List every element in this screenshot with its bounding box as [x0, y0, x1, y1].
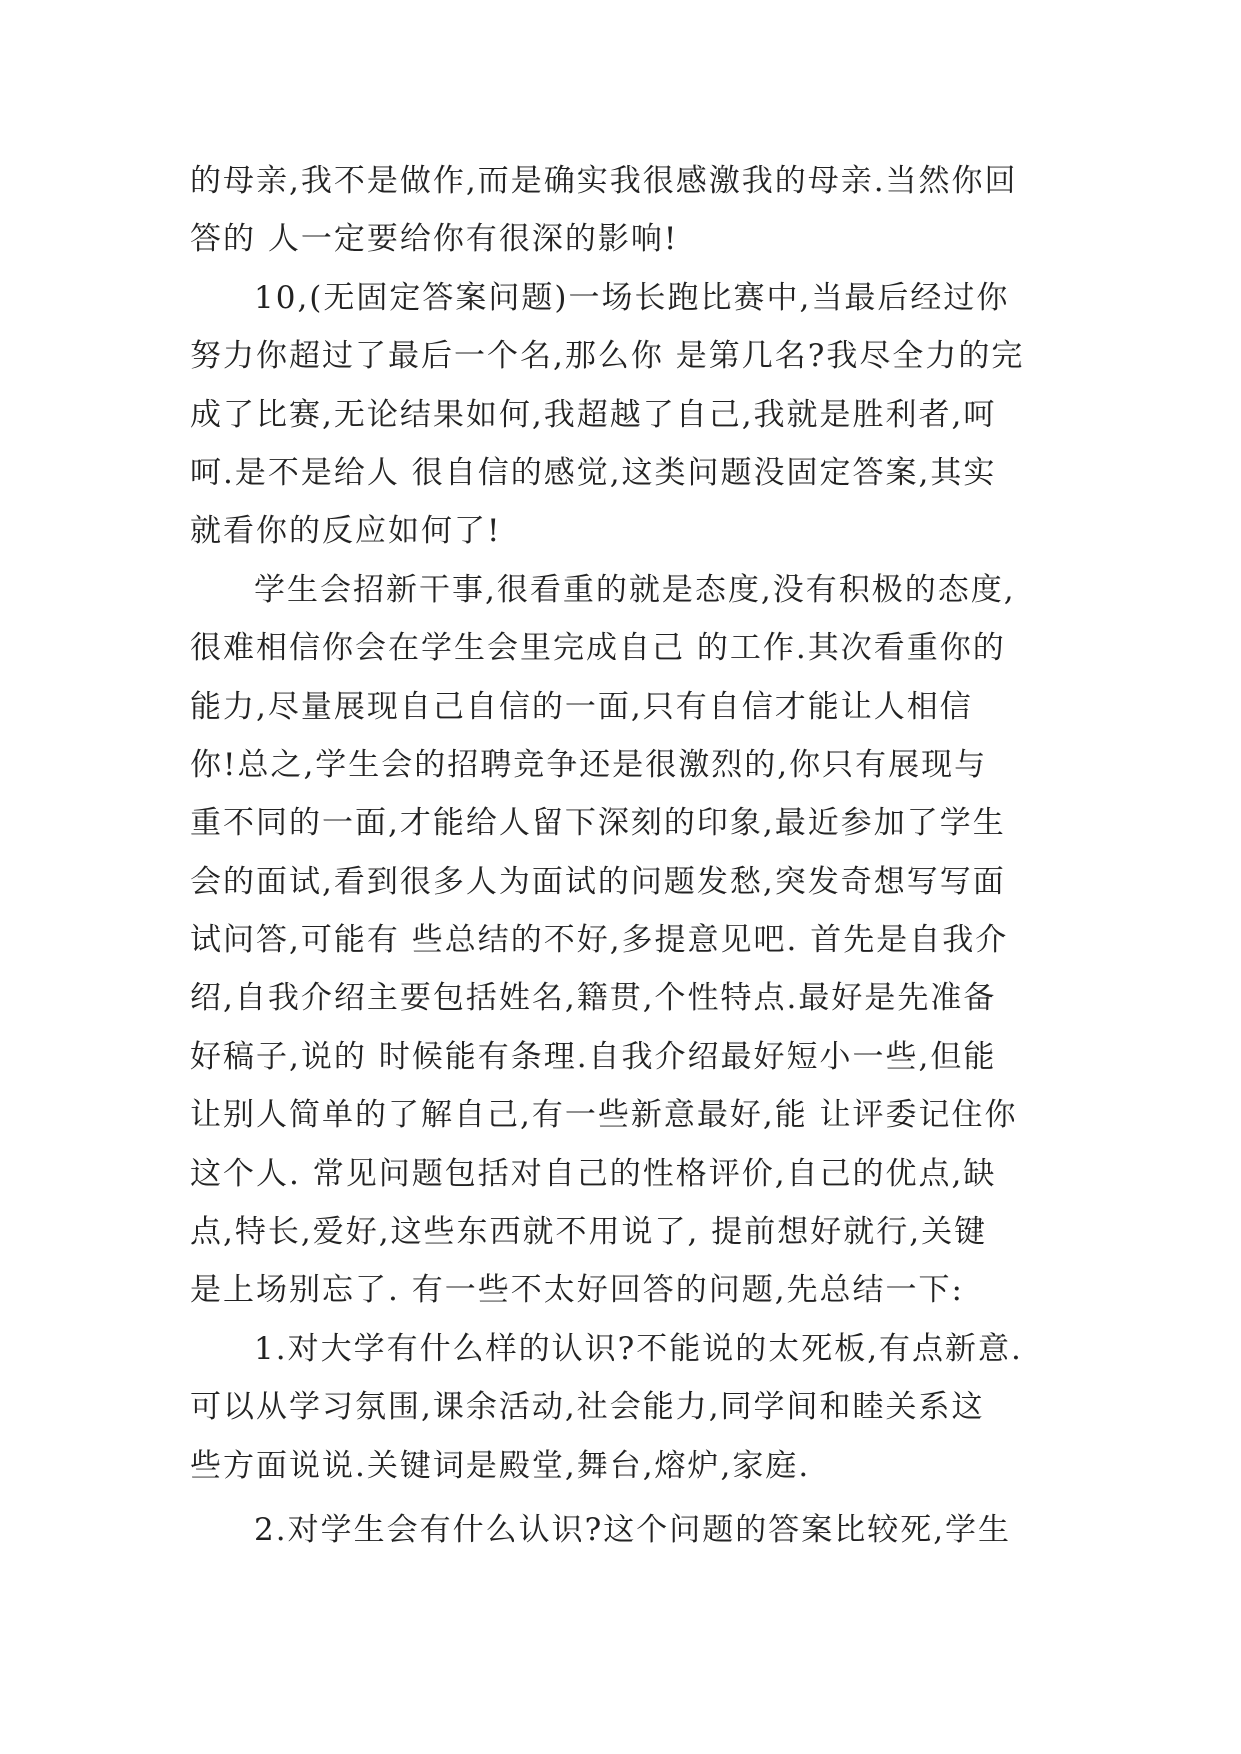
- text-line: 是上场别忘了. 有一些不太好回答的问题,先总结一下:: [190, 1272, 965, 1309]
- text-line: 2.对学生会有什么认识?这个问题的答案比较死,学生: [254, 1511, 1012, 1548]
- text-line: 能力,尽量展现自己自信的一面,只有自信才能让人相信: [190, 688, 973, 725]
- text-line: 好稿子,说的 时候能有条理.自我介绍最好短小一些,但能: [190, 1038, 997, 1075]
- text-line: 很难相信你会在学生会里完成自己 的工作.其次看重你的: [190, 630, 1006, 667]
- text-line: 的母亲,我不是做作,而是确实我很感激我的母亲.当然你回: [190, 163, 1018, 199]
- text-line: 绍,自我介绍主要包括姓名,籍贯,个性特点.最好是先准备: [190, 980, 997, 1017]
- text-line: 这个人. 常见问题包括对自己的性格评价,自己的优点,缺: [190, 1155, 997, 1192]
- text-line: 让别人简单的了解自己,有一些新意最好,能 让评委记住你: [190, 1097, 1018, 1134]
- text-line: 就看你的反应如何了!: [190, 513, 502, 550]
- text-line: 点,特长,爱好,这些东西就不用说了, 提前想好就行,关键: [190, 1214, 988, 1251]
- text-line: 学生会招新干事,很看重的就是态度,没有积极的态度,: [254, 571, 1016, 608]
- text-line: 1.对大学有什么样的认识?不能说的太死板,有点新意.: [254, 1330, 1023, 1367]
- text-line: 答的 人一定要给你有很深的影响!: [190, 221, 679, 258]
- text-line: 会的面试,看到很多人为面试的问题发愁,突发奇想写写面: [190, 863, 1006, 900]
- text-line: 重不同的一面,才能给人留下深刻的印象,最近参加了学生: [190, 805, 1006, 842]
- text-line: 呵.是不是给人 很自信的感觉,这类问题没固定答案,其实: [190, 454, 997, 491]
- body-text: [190, 152, 1050, 1559]
- text-line: 试问答,可能有 些总结的不好,多提意见吧. 首先是自我介: [190, 922, 1009, 959]
- text-line: 10,(无固定答案问题)一场长跑比赛中,当最后经过你: [254, 279, 1010, 316]
- text-line: 可以从学习氛围,课余活动,社会能力,同学间和睦关系这: [190, 1389, 985, 1426]
- text-line: 成了比赛,无论结果如何,我超越了自己,我就是胜利者,呵: [190, 396, 997, 433]
- text-line: 努力你超过了最后一个名,那么你 是第几名?我尽全力的完: [190, 338, 1025, 375]
- text-line: 你!总之,学生会的招聘竞争还是很激烈的,你只有展现与: [190, 746, 988, 783]
- text-line: 些方面说说.关键词是殿堂,舞台,熔炉,家庭.: [190, 1447, 811, 1484]
